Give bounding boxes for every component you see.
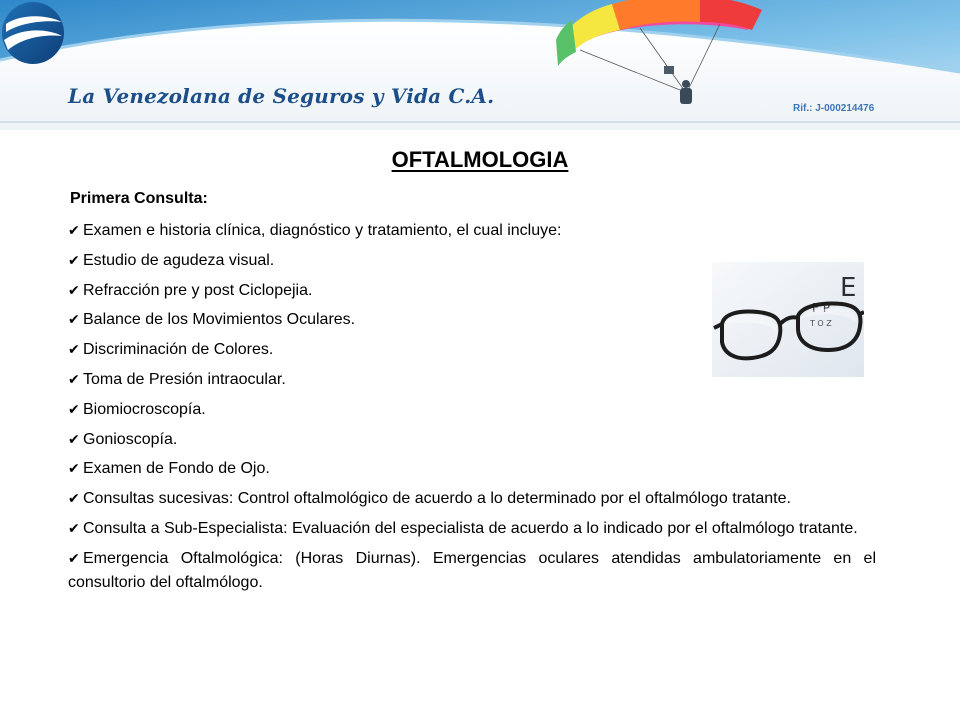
checkmark-icon: ✔ — [68, 460, 80, 477]
list-item: ✔ Examen e historia clínica, diagnóstico y tratamiento, el cual incluye: — [68, 218, 876, 243]
checkmark-icon: ✔ — [68, 430, 80, 447]
checkmark-icon: ✔ — [68, 341, 80, 358]
list-item: ✔ Biomiocroscopía. — [68, 397, 876, 422]
list-item: ✔ Discriminación de Colores. — [68, 337, 876, 362]
globe-logo-icon — [0, 0, 66, 66]
checkmark-icon: ✔ — [68, 549, 80, 566]
eye-chart-letter: E — [840, 273, 857, 303]
checkmark-icon: ✔ — [68, 251, 80, 268]
list-item: ✔ Estudio de agudeza visual. — [68, 248, 876, 273]
list-item: ✔ Emergencia Oftalmológica: (Horas Diurnas). Emergencias oculares atendidas ambulatoriamente en el consultorio del oftalmólogo. — [68, 546, 876, 595]
section-subtitle: Primera Consulta: — [70, 190, 208, 207]
eyeglasses-icon — [712, 262, 864, 377]
checkmark-icon: ✔ — [68, 311, 80, 328]
eye-chart-letter: T O Z — [810, 319, 832, 328]
eye-chart-letter: F P — [812, 301, 830, 315]
list-item: ✔ Gonioscopía. — [68, 427, 876, 452]
page-title: OFTALMOLOGIA — [391, 147, 569, 172]
checkmark-icon: ✔ — [68, 281, 80, 298]
list-item: ✔ Balance de los Movimientos Oculares. — [68, 307, 876, 332]
company-name: La Venezolana de Seguros y Vida C.A. — [68, 84, 495, 108]
list-item: ✔ Toma de Presión intraocular. — [68, 367, 876, 392]
checkmark-icon: ✔ — [68, 370, 80, 387]
checkmark-icon: ✔ — [68, 222, 80, 238]
list-item: ✔ Examen de Fondo de Ojo. — [68, 456, 876, 481]
checkmark-icon: ✔ — [68, 400, 80, 417]
checkmark-icon: ✔ — [68, 519, 80, 536]
checkmark-icon: ✔ — [68, 490, 80, 507]
list-item: ✔ Consultas sucesivas: Control oftalmológico de acuerdo a lo determinado por el oftalmólogo tratante. — [68, 486, 876, 511]
header-banner — [0, 0, 960, 130]
rif-number: Rif.: J-000214476 — [793, 103, 875, 114]
list-item: ✔ Refracción pre y post Ciclopejia. — [68, 278, 876, 303]
list-item: ✔ Consulta a Sub-Especialista: Evaluación del especialista de acuerdo a lo indicado por el oftalmólogo tratante. — [68, 516, 876, 541]
